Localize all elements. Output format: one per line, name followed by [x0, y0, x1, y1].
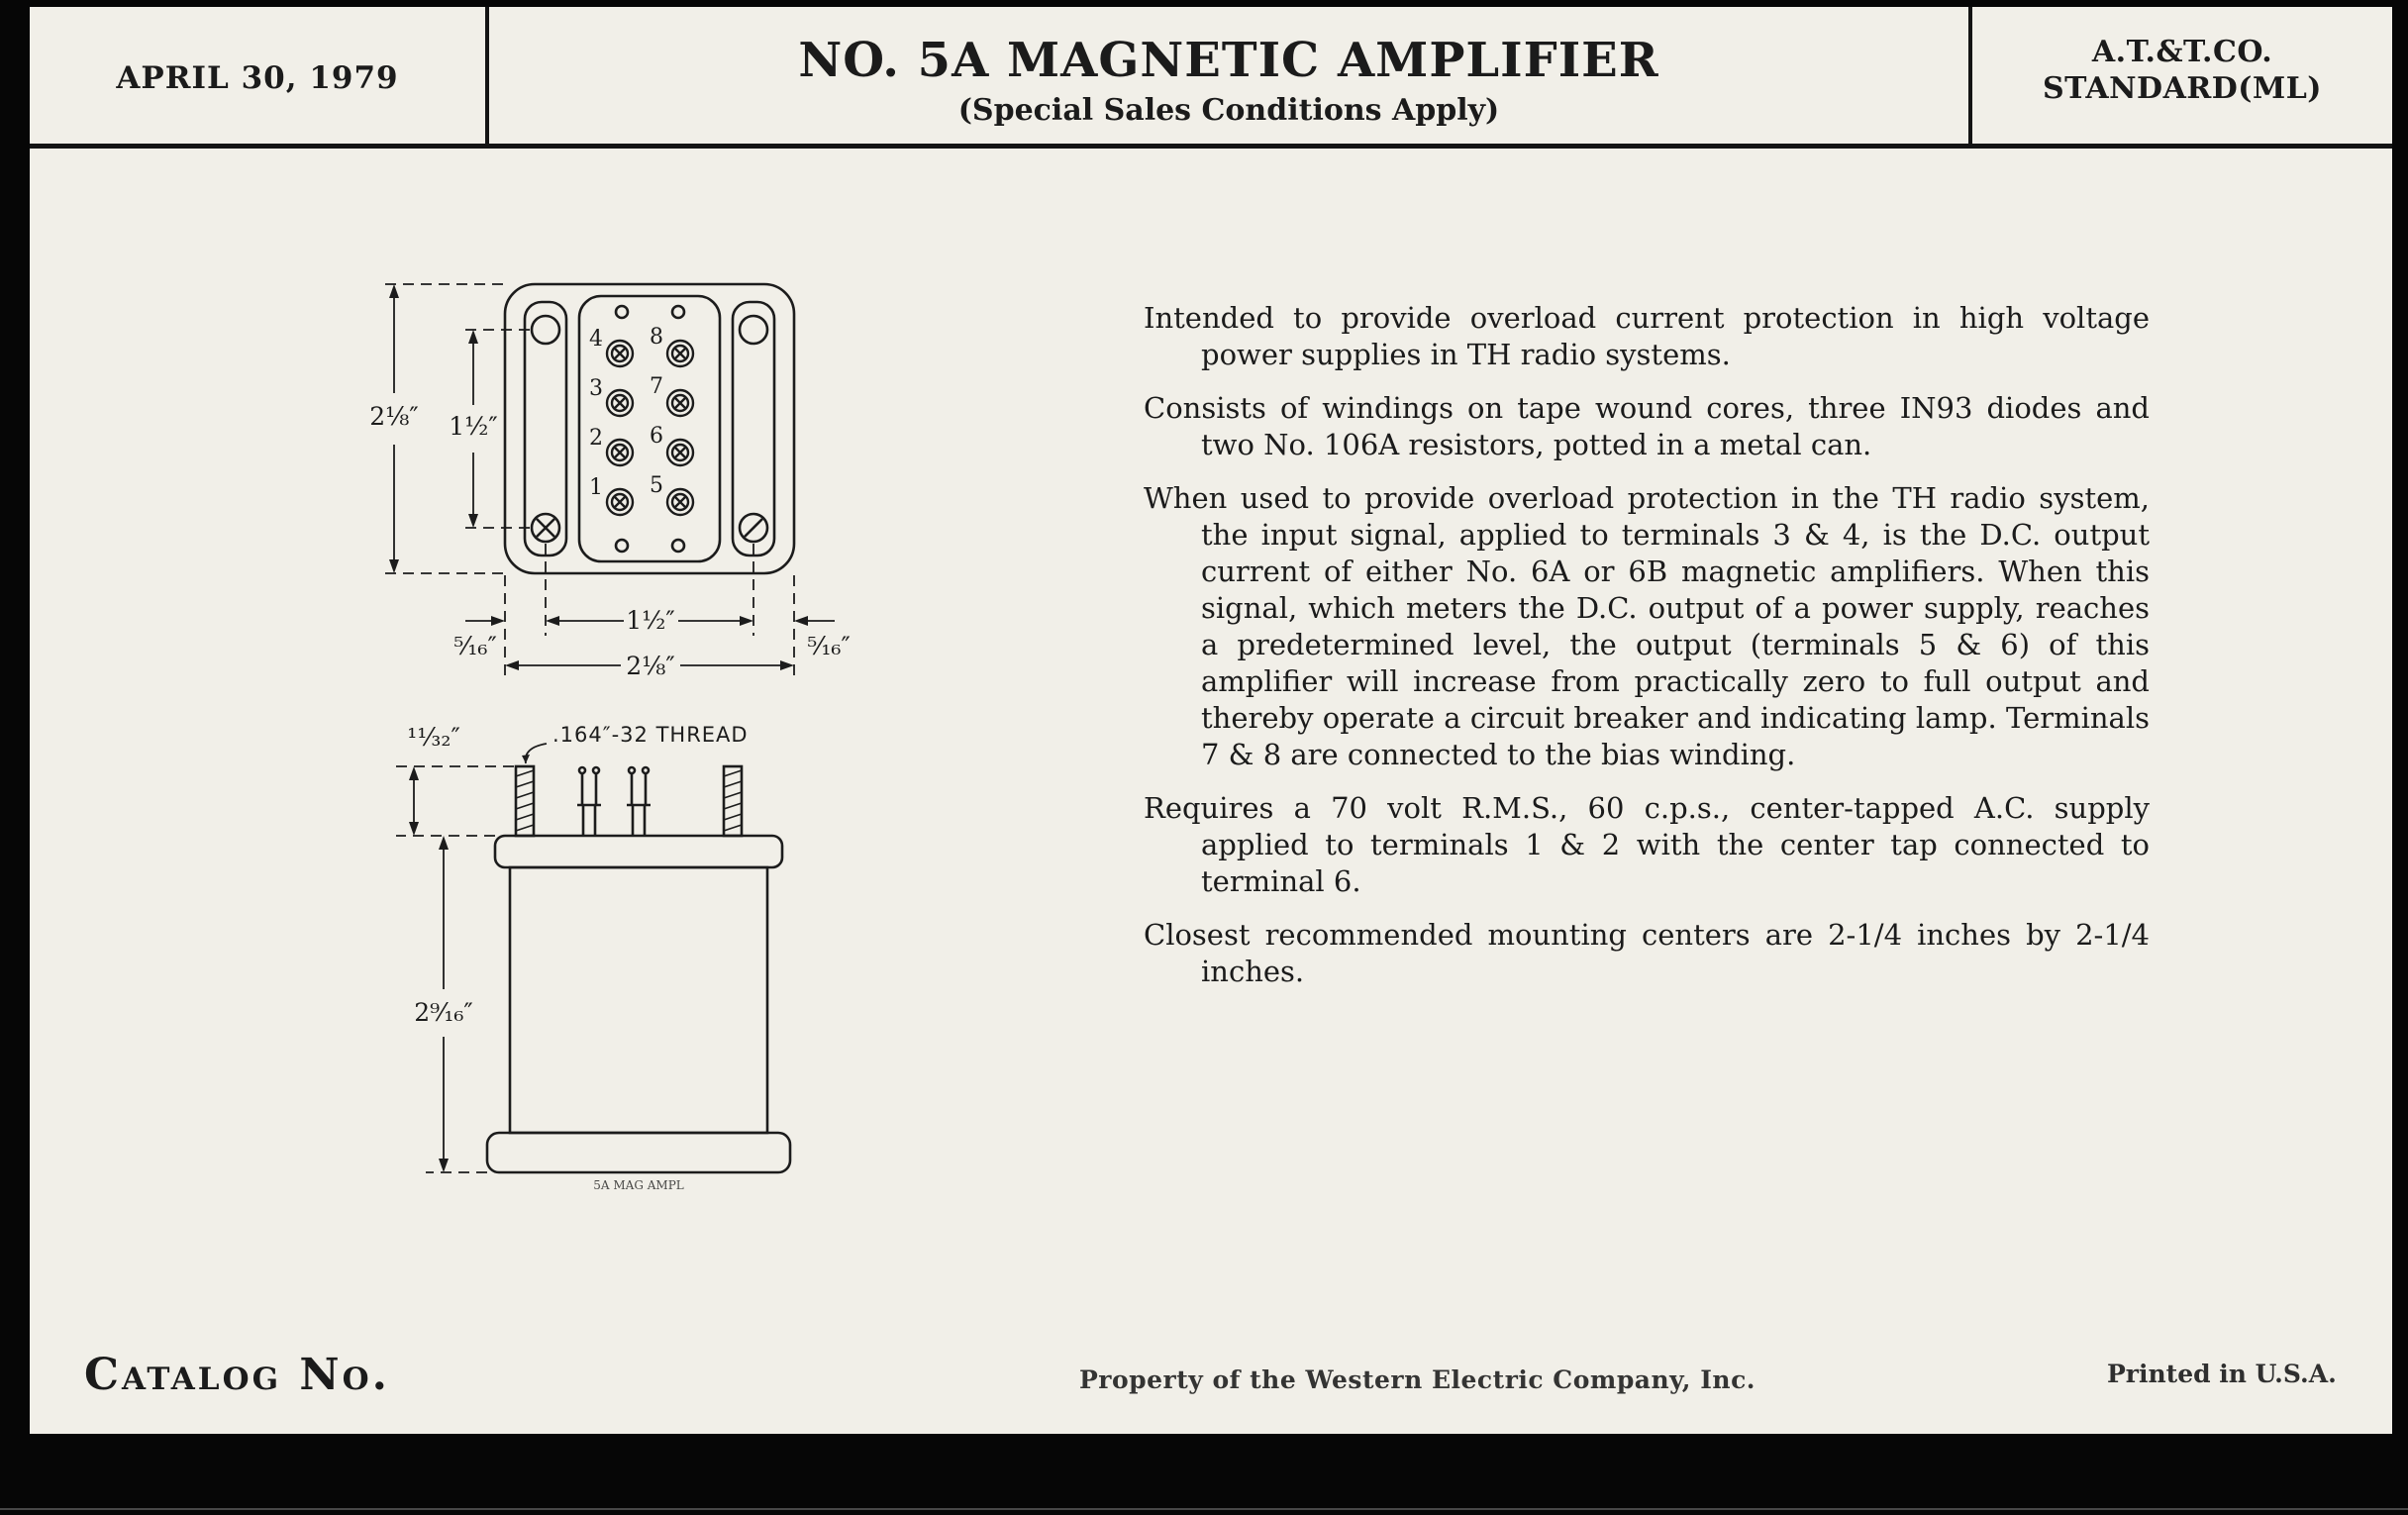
description-paragraph: Intended to provide overload current protection in high voltage power supplies in TH radio systems.: [1144, 301, 2150, 371]
issue-date: APRIL 30, 1979: [116, 59, 399, 96]
dimension-label: 2⅛″: [369, 402, 419, 431]
printed-line: Printed in U.S.A.: [2107, 1360, 2337, 1388]
can-stamp-label: 5A MAG AMPL: [593, 1178, 684, 1192]
dimension-label: 1½″: [626, 606, 675, 635]
thread-callout-label: .164″-32 THREAD: [552, 723, 749, 747]
scan-artifact-line: [0, 1508, 2408, 1510]
side-view-labels: [407, 723, 748, 1192]
header-org-cell: [1972, 7, 2392, 149]
standard-label: STANDARD(ML): [2043, 71, 2322, 106]
dimension-label: ⁵⁄₁₆″: [453, 632, 497, 660]
catalog-number-label: Catalog No.: [84, 1350, 390, 1400]
top-view-dimension-lines: [378, 284, 835, 682]
description-paragraph: Closest recommended mounting centers are 2-1/4 inches by 2-1/4 inches.: [1144, 918, 2150, 988]
terminal-number: 7: [650, 374, 663, 399]
description-paragraph: Consists of windings on tape wound cores, three IN93 diodes and two No. 106A resistors, potted in a metal can.: [1144, 391, 2150, 461]
header: [30, 7, 2392, 149]
page-title: NO. 5A MAGNETIC AMPLIFIER: [798, 33, 1659, 88]
terminal-number: 5: [650, 473, 663, 498]
technical-drawing: [327, 254, 921, 1255]
dimension-label: ⁵⁄₁₆″: [807, 632, 851, 660]
side-view-outline: [487, 766, 790, 1172]
header-date-cell: [30, 7, 485, 149]
side-view-arrowheads: [409, 755, 530, 1172]
header-title-cell: [489, 7, 1968, 149]
terminal-number: 8: [650, 325, 663, 350]
terminal-number: 6: [650, 424, 663, 449]
dimension-label: ¹¹⁄₃₂″: [407, 723, 460, 752]
terminal-number: 4: [589, 327, 603, 352]
terminal-number: 3: [589, 376, 603, 401]
terminal-number: 1: [589, 475, 603, 500]
org-name: A.T.&T.CO.: [2091, 35, 2273, 69]
document-page: [30, 7, 2392, 1434]
dimension-label: 2⁹⁄₁₆″: [414, 998, 473, 1027]
property-line: Property of the Western Electric Company, Inc.: [1079, 1365, 1756, 1394]
page-subtitle: (Special Sales Conditions Apply): [957, 93, 1500, 128]
side-view-dimension-lines: [396, 744, 547, 1172]
description-paragraph: Requires a 70 volt R.M.S., 60 c.p.s., center-tapped A.C. supply applied to terminals 1 & 2 with the center tap connected to terminal 6.: [1144, 791, 2150, 898]
description-column: [1144, 300, 2150, 1007]
dimension-label: 1½″: [449, 412, 498, 441]
terminal-number: 2: [589, 426, 603, 451]
description-paragraph: When used to provide overload protection in the TH radio system, the input signal, applied to terminals 3 & 4, is the D.C. output current of either No. 6A or 6B magnetic amplifiers. When this signal, which meters the D.C. output of a power supply, reaches a predetermined level, the output (terminals 5 & 6) of this amplifier will increase from practically zero to full output and thereby operate a circuit breaker and indicating lamp. Terminals 7 & 8 are connected to the bias winding.: [1144, 481, 2150, 771]
dimension-label: 2⅛″: [626, 652, 675, 680]
